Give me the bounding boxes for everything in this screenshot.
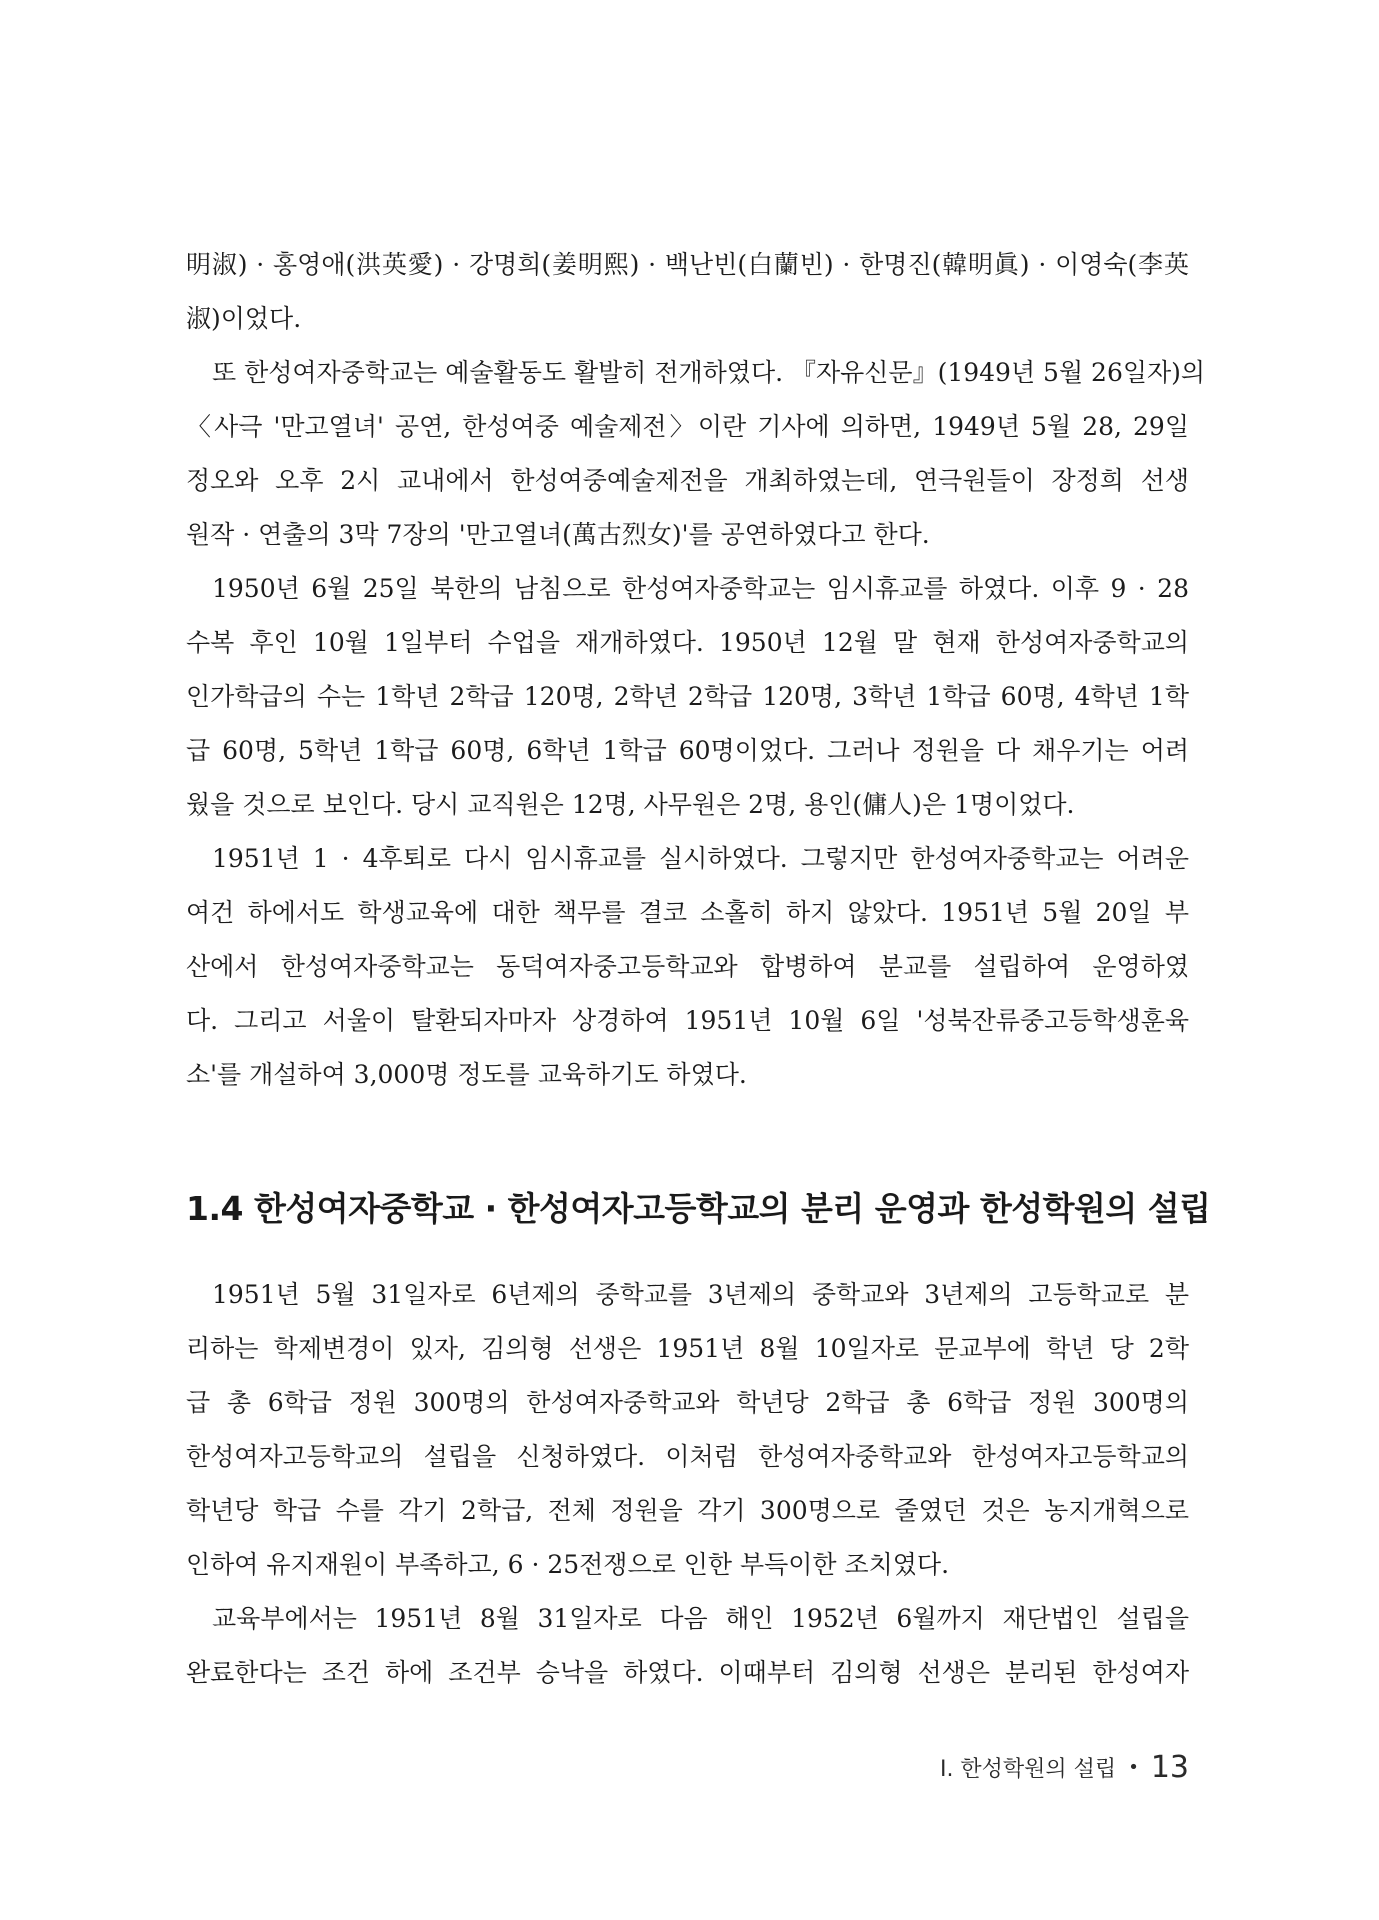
text-line: 〈사극 '만고열녀' 공연, 한성여중 예술제전〉이란 기사에 의하면, 1949년 5월 28, 29일 [186, 412, 1189, 441]
text-line: 급 60명, 5학년 1학급 60명, 6학년 1학급 60명이었다. 그러나 정원을 다 채우기는 어려 [186, 736, 1189, 765]
text-line: 1950년 6월 25일 북한의 남침으로 한성여자중학교는 임시휴교를 하였다. 이후 9 · 28 [212, 574, 1189, 603]
text-line: 다. 그리고 서울이 탈환되자마자 상경하여 1951년 10월 6일 '성북잔류중고등학생훈육 [186, 1006, 1189, 1035]
page-number: 13 [1150, 1750, 1189, 1785]
text-line: 웠을 것으로 보인다. 당시 교직원은 12명, 사무원은 2명, 용인(傭人)은 1명이었다. [186, 790, 1075, 819]
body-text-block-1 [186, 238, 1206, 1102]
text-line: 리하는 학제변경이 있자, 김의형 선생은 1951년 8월 10일자로 문교부에 학년 당 2학 [186, 1334, 1189, 1363]
text-line: 1951년 5월 31일자로 6년제의 중학교를 3년제의 중학교와 3년제의 고등학교로 분 [212, 1280, 1189, 1309]
footer-chapter-label: Ⅰ. 한성학원의 설립 [939, 1757, 1117, 1782]
text-line: 淑)이었다. [186, 304, 302, 333]
text-line: 정오와 오후 2시 교내에서 한성여중예술제전을 개최하였는데, 연극원들이 장정희 선생 [186, 466, 1189, 495]
text-line: 학년당 학급 수를 각기 2학급, 전체 정원을 각기 300명으로 줄였던 것은 농지개혁으로 [186, 1496, 1189, 1525]
text-line: 여건 하에서도 학생교육에 대한 책무를 결코 소홀히 하지 않았다. 1951년 5월 20일 부 [186, 898, 1189, 927]
text-line: 한성여자고등학교의 설립을 신청하였다. 이처럼 한성여자중학교와 한성여자고등학교의 [186, 1442, 1189, 1471]
text-line: 교육부에서는 1951년 8월 31일자로 다음 해인 1952년 6월까지 재단법인 설립을 [212, 1604, 1189, 1633]
body-text-block-2 [186, 1268, 1189, 1700]
text-line: 인하여 유지재원이 부족하고, 6 · 25전쟁으로 인한 부득이한 조치였다. [186, 1550, 950, 1579]
page-footer [940, 1750, 1189, 1785]
text-line: 소'를 개설하여 3,000명 정도를 교육하기도 하였다. [186, 1060, 747, 1089]
section-heading: 1.4 한성여자중학교 · 한성여자고등학교의 분리 운영과 한성학원의 설립 [186, 1189, 1211, 1229]
text-line: 인가학급의 수는 1학년 2학급 120명, 2학년 2학급 120명, 3학년 1학급 60명, 4학년 1학 [186, 682, 1189, 711]
text-line: 또 한성여자중학교는 예술활동도 활발히 전개하였다. 『자유신문』(1949년 5월 26일자)의 [212, 358, 1206, 387]
text-line: 완료한다는 조건 하에 조건부 승낙을 하였다. 이때부터 김의형 선생은 분리된 한성여자 [186, 1658, 1189, 1687]
bullet-icon: • [1128, 1757, 1139, 1778]
text-line: 산에서 한성여자중학교는 동덕여자중고등학교와 합병하여 분교를 설립하여 운영하였 [186, 952, 1189, 981]
text-line: 1951년 1 · 4후퇴로 다시 임시휴교를 실시하였다. 그렇지만 한성여자중학교는 어려운 [212, 844, 1189, 873]
text-line: 수복 후인 10월 1일부터 수업을 재개하였다. 1950년 12월 말 현재 한성여자중학교의 [186, 628, 1189, 657]
text-line: 明淑) · 홍영애(洪英愛) · 강명희(姜明熙) · 백난빈(白蘭빈) · 한명진(韓明眞) · 이영숙(李英 [186, 250, 1189, 279]
text-line: 급 총 6학급 정원 300명의 한성여자중학교와 학년당 2학급 총 6학급 정원 300명의 [186, 1388, 1189, 1417]
text-line: 원작 · 연출의 3막 7장의 '만고열녀(萬古烈女)'를 공연하였다고 한다. [186, 520, 930, 549]
